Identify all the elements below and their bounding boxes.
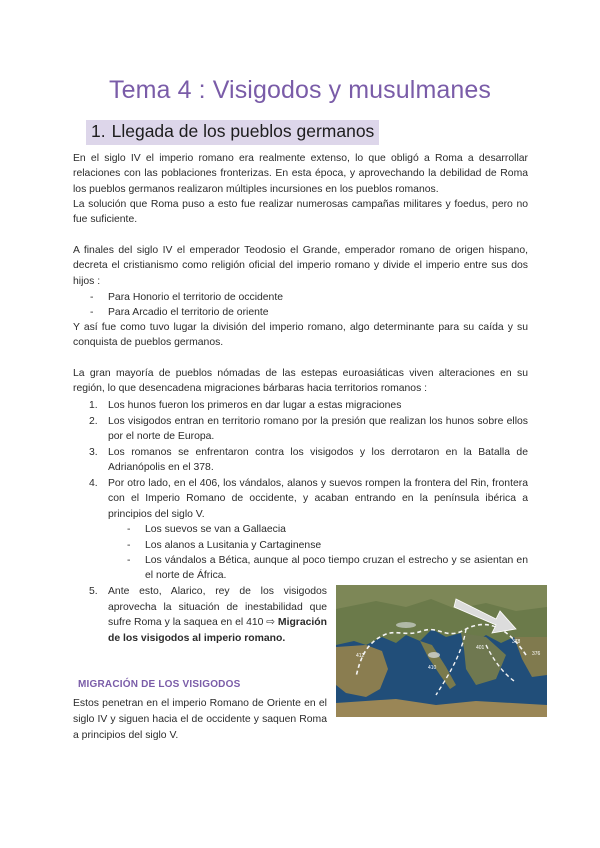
subheading-migracion: MIGRACIÓN DE LOS VISIGODOS: [78, 679, 241, 690]
list-item-alarico: [108, 584, 327, 646]
map-label: 376: [532, 651, 541, 657]
section-number: 1.: [91, 121, 106, 141]
map-label: 378: [512, 639, 521, 645]
list-item-vandalos: Los vándalos a Bética, aunque al poco tiempo cruzan el estrecho y se asientan en el norte de África.: [145, 555, 528, 582]
paragraph-division: Y así fue como tuvo lugar la división del imperio romano, algo determinante para su caída y su conquista de pueblos germanos.: [73, 322, 528, 349]
list-item-hunos: Los hunos fueron los primeros en dar lugar a estas migraciones: [108, 400, 402, 411]
list-item-alanos: Los alanos a Lusitania y Cartaginense: [145, 540, 322, 551]
list-dash: -: [127, 555, 131, 566]
map-graphic: [336, 585, 547, 717]
list-number: 5.: [89, 586, 98, 597]
list-item-arcadio: Para Arcadio el territorio de oriente: [108, 307, 269, 318]
map-label: 412: [356, 653, 365, 659]
paragraph-teodosio: A finales del siglo IV el emperador Teodosio el Grande, emperador romano de origen hispano, decreta el cristianismo como religión oficial del imperio romano y divide el imperio entre sus dos hijos :: [73, 245, 528, 287]
page-title: Tema 4 : Visigodos y musulmanes: [109, 76, 491, 104]
section-heading: [86, 120, 379, 145]
section-heading-text: Llegada de los pueblos germanos: [111, 121, 375, 141]
list-item-romanos: Los romanos se enfrentaron contra los visigodos y los derrotaron en la Batalla de Adrianópolis en el 378.: [108, 447, 528, 474]
paragraph-visigodos: Estos penetran en el imperio Romano de Oriente en el siglo IV y siguen hacia el de occidente y saquen Roma a principios del siglo V.: [73, 698, 327, 741]
list-item-visigodos: Los visigodos entran en territorio romano por la presión que realizan los hunos sobre ellos por el norte de Europa.: [108, 416, 528, 443]
paragraph-intro: En el siglo IV el imperio romano era realmente extenso, lo que obligó a Roma a desarrollar relaciones con las poblaciones fronterizas. En esta época, y aprovechando la debilidad de Roma los pueblos germanos realizaron múltiples incursiones en los pueblos romanos.: [73, 153, 528, 195]
list-dash: -: [90, 307, 94, 318]
list-item-honorio: Para Honorio el territorio de occidente: [108, 292, 284, 303]
list-item-rin: Por otro lado, en el 406, los vándalos, alanos y suevos rompen la frontera del Rin, frontera con el Imperio Romano de occidente, y acaban entrando en la península ibérica a principios del siglo V.: [108, 478, 528, 520]
list-number: 1.: [89, 400, 98, 411]
alarico-bold: Migración de los visigodos al imperio romano.: [108, 617, 327, 644]
list-dash: -: [127, 524, 131, 535]
alarico-text: Ante esto, Alarico, rey de los visigodos aprovecha la situación de inestabilidad que sufre Roma y la saquea en el 410 ⇨: [108, 586, 327, 629]
list-number: 2.: [89, 416, 98, 427]
list-number: 3.: [89, 447, 98, 458]
visigoth-migration-map: [336, 585, 547, 717]
list-dash: -: [127, 540, 131, 551]
list-dash: -: [90, 292, 94, 303]
list-item-suevos: Los suevos se van a Gallaecia: [145, 524, 286, 535]
map-label: 410: [428, 665, 437, 671]
map-label: 401: [476, 645, 485, 651]
paragraph-solution: La solución que Roma puso a esto fue realizar numerosas campañas militares y foedus, pero no fue suficiente.: [73, 199, 528, 226]
paragraph-migrations: La gran mayoría de pueblos nómadas de las estepas euroasiáticas viven alteraciones en su región, lo que desencadena migraciones bárbaras hacia territorios romanos :: [73, 368, 528, 395]
list-number: 4.: [89, 478, 98, 489]
